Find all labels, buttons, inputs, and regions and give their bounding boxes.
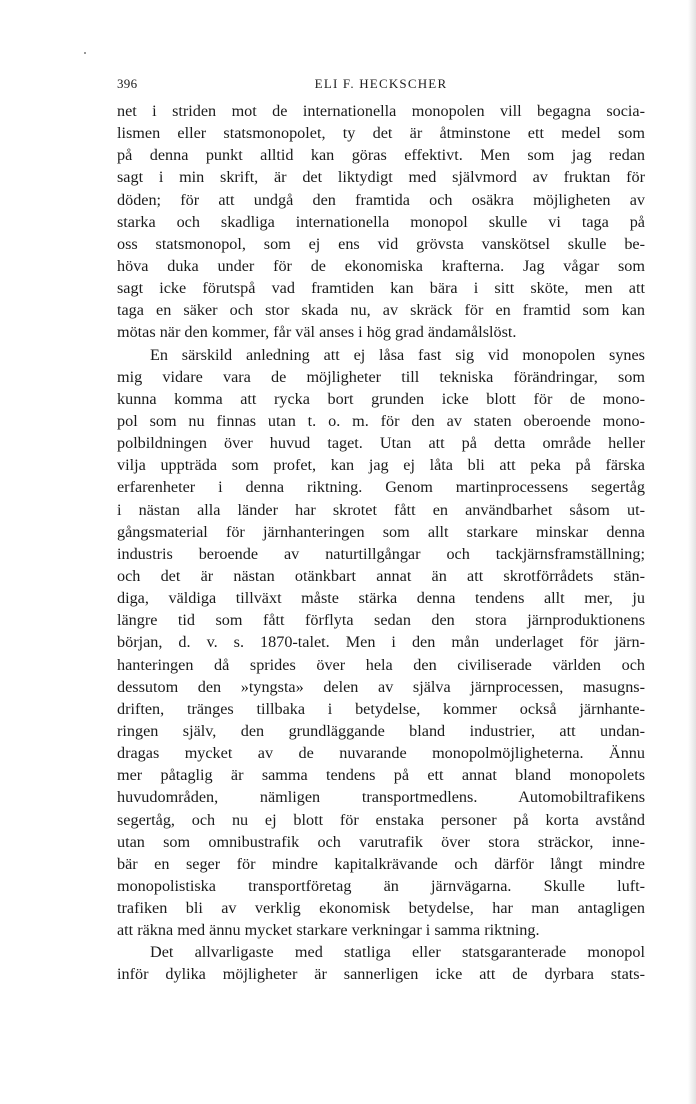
text-line: polbildningen över huvud taget. Utan att på detta område heller (117, 434, 645, 453)
running-head (117, 75, 645, 93)
text-line: En särskild anledning att ej låsa fast sig vid monopolen synes (150, 345, 645, 364)
text-line: industris beroende av naturtillgångar och tackjärnsframställning; (117, 544, 645, 563)
text-line: i nästan alla länder har skrotet fått en användbarhet såsom ut- (117, 500, 645, 519)
text-line: taga en säker och stor skada nu, av skräck för en framtid som kan (117, 301, 645, 320)
text-line: längre tid som fått förflyta sedan den stora järnproduktionens (117, 611, 645, 630)
text-line: sagt icke förutspå vad framtiden kan bära i sitt sköte, men att (117, 279, 645, 298)
text-line: dessutom den »tyngsta» delen av själva järnprocessen, masugns- (117, 677, 645, 696)
running-title: ELI F. HECKSCHER (314, 76, 448, 91)
text-line: och det är nästan otänkbart annat än att skrotförrådets stän- (117, 566, 645, 585)
text-line: trafiken bli av verklig ekonomisk betydelse, har man antagligen (117, 899, 645, 918)
text-line: att räkna med ännu mycket starkare verkningar i samma riktning. (117, 921, 540, 940)
text-line: monopolistiska transportföretag än järnvägarna. Skulle luft- (117, 876, 645, 895)
text-line: utan som omnibustrafik och varutrafik över stora sträckor, inne- (117, 832, 645, 851)
body-text (117, 100, 645, 986)
text-line: starka och skadliga internationella monopol skulle vi taga på (117, 212, 645, 231)
text-line: dragas mycket av de nuvarande monopolmöjligheterna. Ännu (117, 744, 645, 763)
text-line: hanteringen då sprides över hela den civiliserade världen och (117, 655, 645, 674)
text-line: vilja uppträda som profet, kan jag ej låta bli att peka på färska (117, 456, 645, 475)
text-line: diga, väldiga tillväxt måste stärka denna tendens allt mer, ju (117, 589, 645, 608)
text-line: början, d. v. s. 1870-talet. Men i den mån underlaget för järn- (117, 633, 645, 652)
page-edge-shadow (688, 0, 696, 1104)
text-line: sagt i min skrift, är det liktydigt med självmord av fruktan för (117, 168, 645, 187)
text-line: erfarenheter i denna riktning. Genom martinprocessens segertåg (117, 478, 645, 497)
text-line: höva duka under för de ekonomiska krafterna. Jag vågar som (117, 256, 645, 275)
text-line: huvudområden, nämligen transportmedlens. Automobiltrafikens (117, 788, 645, 807)
text-line: mig vidare vara de möjligheter till tekniska förändringar, som (117, 367, 645, 386)
text-line: döden; för att undgå den framtida och osäkra möjligheten av (117, 190, 645, 209)
text-line: på denna punkt alltid kan göras effektivt. Men som jag redan (117, 146, 645, 165)
text-line: lismen eller statsmonopolet, ty det är åtminstone ett medel som (117, 124, 645, 143)
text-line: ringen själv, den grundläggande bland industrier, att undan- (117, 721, 645, 740)
text-line: net i striden mot de internationella monopolen vill begagna socia- (117, 102, 645, 120)
text-line: pol som nu finnas utan t. o. m. för den av staten oberoende mono- (117, 411, 645, 430)
text-line: bär en seger för mindre kapitalkrävande och därför långt mindre (117, 854, 645, 873)
text-line: oss statsmonopol, som ej ens vid grövsta vanskötsel skulle be- (117, 234, 645, 253)
text-line: segertåg, och nu ej blott för enstaka personer på korta avstånd (117, 810, 645, 829)
text-line: kunna komma att rycka bort grunden icke blott för de mono- (117, 389, 645, 408)
text-line: inför dylika möjligheter är sannerligen icke att de dyrbara stats- (117, 965, 645, 984)
paper-speck (84, 52, 86, 54)
page-number: 396 (117, 76, 138, 91)
text-line: mötas när den kommer, får väl anses i hög grad ändamålslöst. (117, 323, 517, 342)
text-line: driften, tränges tillbaka i betydelse, kommer också järnhante- (117, 699, 645, 718)
text-line: mer påtaglig är samma tendens på ett annat bland monopolets (117, 766, 645, 785)
text-line: gångsmaterial för järnhanteringen som allt starkare minskar denna (117, 522, 645, 541)
text-line: Det allvarligaste med statliga eller statsgaranterade monopol (150, 943, 645, 962)
